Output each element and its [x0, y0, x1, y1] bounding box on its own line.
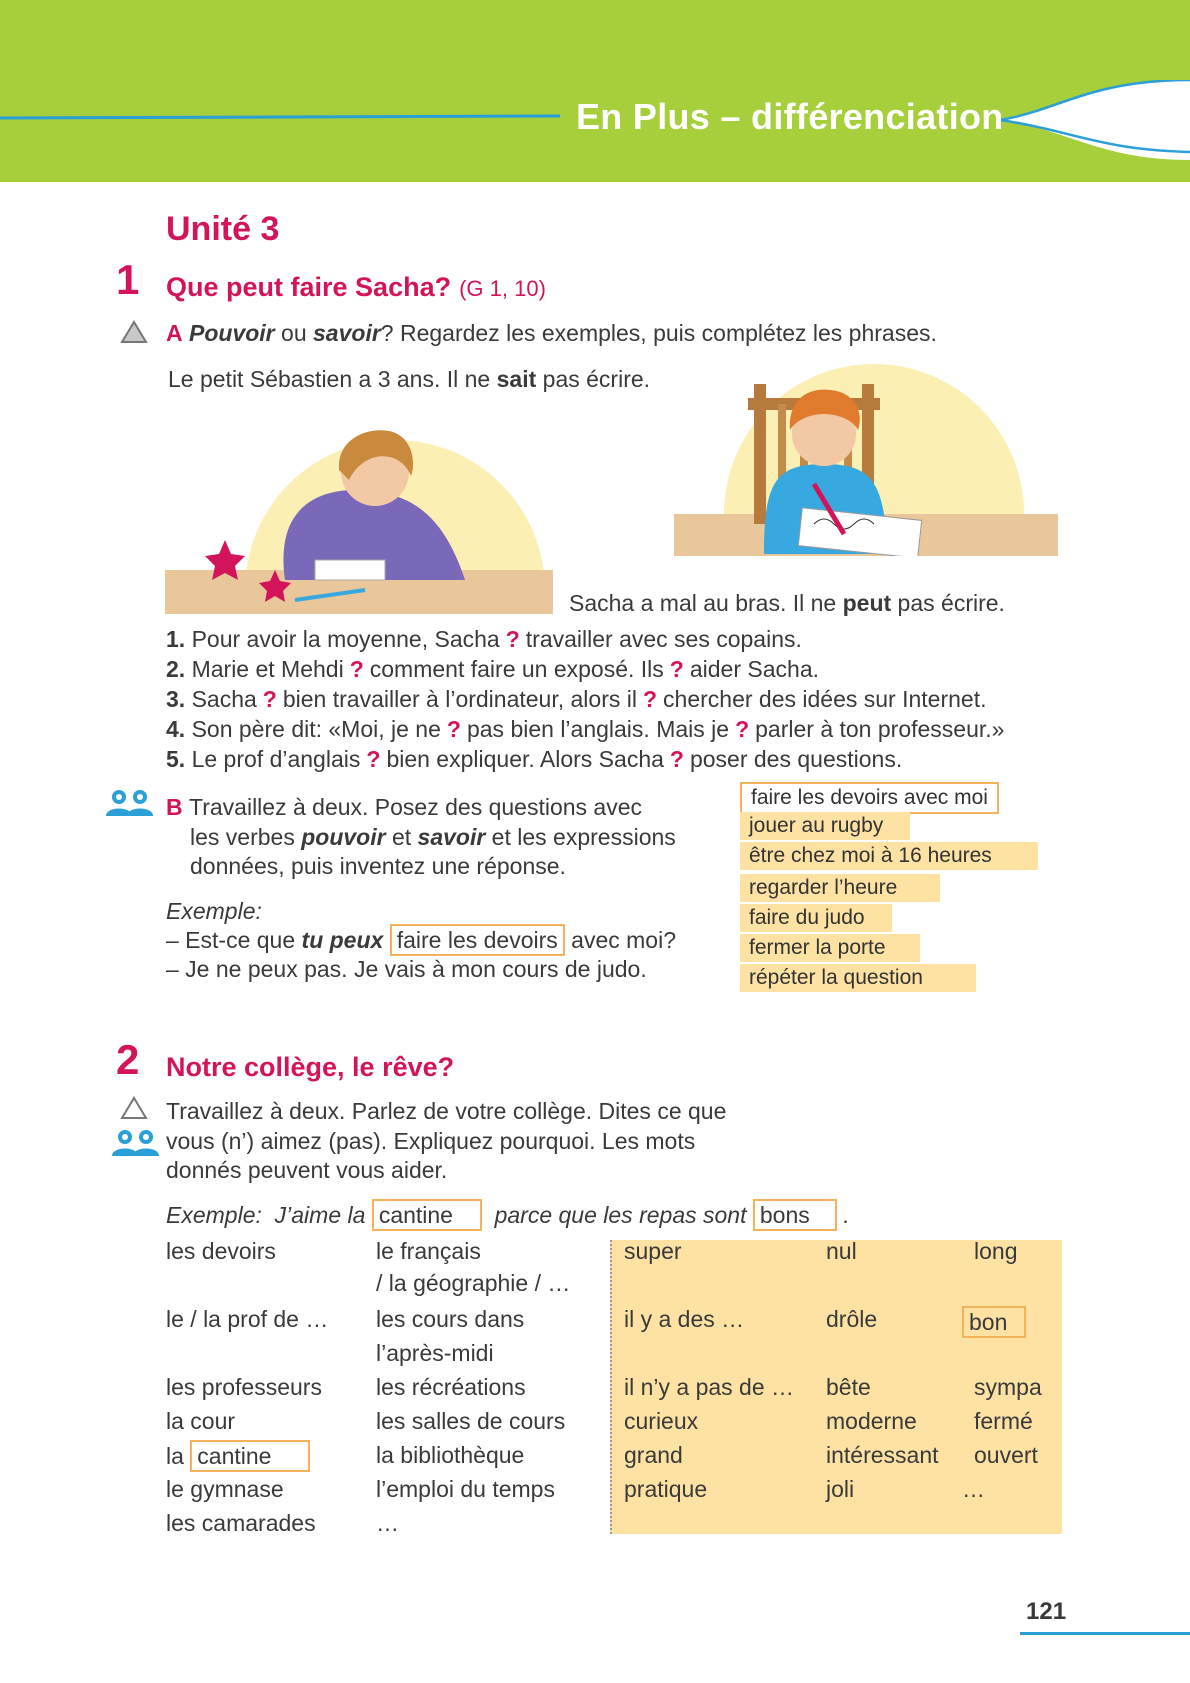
page-number: 121 — [1026, 1598, 1067, 1625]
word-col3: il y a des … — [624, 1306, 745, 1332]
expression-tag: faire du judo — [740, 904, 892, 932]
word-col1: le gymnase — [166, 1476, 284, 1502]
exercise-2-number: 2 — [116, 1036, 140, 1083]
sentence-part: comment faire un exposé. Ils — [369, 656, 664, 682]
word-col1-la — [166, 1440, 310, 1472]
exercise-1-title-text: Que peut faire Sacha? — [166, 272, 452, 302]
blank-question-mark: ? — [349, 656, 364, 682]
word-box-cantine: cantine — [190, 1440, 310, 1472]
word-col1: les devoirs — [166, 1238, 276, 1264]
word-col4: nul — [826, 1238, 857, 1264]
word-col2: les salles de cours — [376, 1408, 566, 1434]
part-a-rest: ? Regardez les exemples, puis complétez les phrases. — [380, 320, 937, 346]
example-1-before: Le petit Sébastien a 3 ans. Il ne — [168, 366, 497, 392]
exercise-1-title — [166, 272, 546, 303]
dialogue-verb: tu peux — [301, 927, 384, 953]
example-2-after: pas écrire. — [891, 590, 1005, 616]
sentence-number: 1. — [166, 626, 186, 652]
part-b-text: et — [385, 824, 418, 850]
exercise-1-number: 1 — [116, 256, 140, 303]
expression-tag: jouer au rugby — [740, 812, 910, 840]
sentence-part: pas bien l’anglais. Mais je — [466, 716, 730, 742]
page-number-underline — [1020, 1632, 1190, 1635]
word-savoir: savoir — [313, 320, 381, 346]
word-col4: drôle — [826, 1306, 878, 1332]
example-text: J’aime la — [274, 1202, 366, 1228]
exercise-2-example — [166, 1199, 850, 1231]
blank-question-mark: ? — [669, 746, 684, 772]
sentence-part: Son père dit: «Moi, je ne — [191, 716, 441, 742]
part-b-line-3: données, puis inventez une réponse. — [190, 853, 566, 879]
dialogue-text: – Est-ce que — [166, 927, 302, 953]
word-ou: ou — [274, 320, 314, 346]
word-col5: ouvert — [974, 1442, 1038, 1468]
word-box-bons: bons — [753, 1199, 837, 1231]
example-1-bold: sait — [496, 366, 537, 392]
pair-work-icon — [104, 788, 154, 818]
word-pouvoir: Pouvoir — [189, 320, 275, 346]
unit-title: Unité 3 — [166, 210, 280, 248]
example-sentence-2 — [569, 588, 1005, 618]
word-col5: long — [974, 1238, 1018, 1264]
sentence-2 — [166, 654, 819, 684]
example-text: parce que les repas sont — [494, 1202, 747, 1228]
sentence-part: bien expliquer. Alors Sacha — [386, 746, 664, 772]
word-col3: grand — [624, 1442, 683, 1468]
sentence-5 — [166, 744, 902, 774]
word-la: la — [166, 1443, 184, 1469]
sentence-1 — [166, 624, 802, 654]
word-col2: les récréations — [376, 1374, 526, 1400]
sentence-number: 4. — [166, 716, 186, 742]
expression-tag: faire les devoirs avec moi — [740, 782, 999, 814]
example-2-bold: peut — [842, 590, 892, 616]
part-b-line-2 — [190, 822, 676, 852]
word-col5: sympa — [974, 1374, 1042, 1400]
pair-work-icon — [110, 1128, 160, 1158]
dialogue-text: avec moi? — [571, 927, 676, 953]
word-col2: l’après-midi — [376, 1340, 494, 1366]
illustration-sacha-hurt-arm — [165, 420, 553, 614]
difficulty-triangle-filled-icon — [120, 320, 148, 344]
part-a-letter: A — [166, 320, 183, 346]
sentence-part: Pour avoir la moyenne, Sacha — [191, 626, 500, 652]
word-col4: moderne — [826, 1408, 917, 1434]
sentence-number: 3. — [166, 686, 186, 712]
sentence-part: travailler avec ses copains. — [525, 626, 802, 652]
word-col2: le français — [376, 1238, 481, 1264]
sentence-3 — [166, 684, 987, 714]
sentence-part: Sacha — [191, 686, 257, 712]
part-a-instruction — [166, 318, 937, 348]
word-col2: / la géographie / … — [376, 1270, 571, 1296]
word-col2: les cours dans — [376, 1306, 525, 1332]
exercise-2-instruction-2: vous (n’) aimez (pas). Expliquez pourquoi. Les mots — [166, 1128, 696, 1154]
exercise-2-title: Notre collège, le rêve? — [166, 1052, 455, 1082]
word-col1: la cour — [166, 1408, 236, 1434]
sentence-part: poser des questions. — [689, 746, 903, 772]
word-savoir: savoir — [417, 824, 486, 850]
sentence-number: 5. — [166, 746, 186, 772]
sentence-number: 2. — [166, 656, 186, 682]
word-col2: l’emploi du temps — [376, 1476, 555, 1502]
word-col3: il n’y a pas de … — [624, 1374, 795, 1400]
example-dialogue-line-2: – Je ne peux pas. Je vais à mon cours de judo. — [166, 956, 647, 982]
blank-question-mark: ? — [366, 746, 381, 772]
sentence-4 — [166, 714, 1004, 744]
example-label: Exemple: — [166, 1202, 262, 1228]
part-b-letter: B — [166, 794, 183, 820]
example-label: Exemple: — [166, 898, 262, 924]
grammar-reference: (G 1, 10) — [459, 276, 546, 301]
part-b-text: Travaillez à deux. Posez des questions avec — [189, 794, 643, 820]
blank-question-mark: ? — [505, 626, 520, 652]
word-col2: … — [376, 1510, 399, 1536]
word-col3: curieux — [624, 1408, 699, 1434]
blank-question-mark: ? — [669, 656, 684, 682]
word-pouvoir: pouvoir — [301, 824, 386, 850]
sentence-part: aider Sacha. — [689, 656, 819, 682]
word-col4: intéressant — [826, 1442, 939, 1468]
blank-question-mark: ? — [446, 716, 461, 742]
expression-tag: fermer la porte — [740, 934, 920, 962]
sentence-part: bien travailler à l’ordinateur, alors il — [282, 686, 637, 712]
example-dialogue-line-1 — [166, 924, 676, 956]
example-1-after: pas écrire. — [536, 366, 651, 392]
sentence-part: Marie et Mehdi — [191, 656, 344, 682]
part-b-line-1 — [166, 792, 642, 822]
blank-question-mark: ? — [735, 716, 750, 742]
expression-tag: être chez moi à 16 heures — [740, 842, 1038, 870]
example-2-before: Sacha a mal au bras. Il ne — [569, 590, 843, 616]
word-box-cantine: cantine — [372, 1199, 482, 1231]
example-sentence-1 — [168, 364, 650, 394]
sentence-part: chercher des idées sur Internet. — [663, 686, 987, 712]
difficulty-triangle-outline-icon — [120, 1096, 148, 1120]
word-col4: joli — [826, 1476, 855, 1502]
word-col1: le / la prof de … — [166, 1306, 329, 1332]
word-col5: … — [962, 1476, 985, 1502]
expression-tag: répéter la question — [740, 964, 976, 992]
word-box-bon: bon — [962, 1306, 1026, 1338]
example-text: . — [843, 1202, 850, 1228]
word-col2: la bibliothèque — [376, 1442, 525, 1468]
part-b-text: et les expressions — [485, 824, 676, 850]
sentence-part: parler à ton professeur.» — [755, 716, 1005, 742]
word-col5: fermé — [974, 1408, 1033, 1434]
word-col3: pratique — [624, 1476, 708, 1502]
blank-question-mark: ? — [262, 686, 277, 712]
word-col4: bête — [826, 1374, 871, 1400]
illustration-sebastien-drawing — [674, 364, 1058, 556]
blank-question-mark: ? — [642, 686, 658, 712]
exercise-2-instruction-3: donnés peuvent vous aider. — [166, 1157, 448, 1183]
word-col5-box — [962, 1306, 1026, 1338]
word-col1: les professeurs — [166, 1374, 322, 1400]
part-b-text: les verbes — [190, 824, 302, 850]
sentence-part: Le prof d’anglais — [191, 746, 361, 772]
expression-tag: regarder l’heure — [740, 874, 940, 902]
exercise-2-instruction-1: Travaillez à deux. Parlez de votre collège. Dites ce que — [166, 1098, 727, 1124]
word-col1: les camarades — [166, 1510, 316, 1536]
word-col3: super — [624, 1238, 682, 1264]
header-title: En Plus – différenciation — [576, 96, 1004, 137]
expression-box: faire les devoirs — [390, 924, 565, 956]
